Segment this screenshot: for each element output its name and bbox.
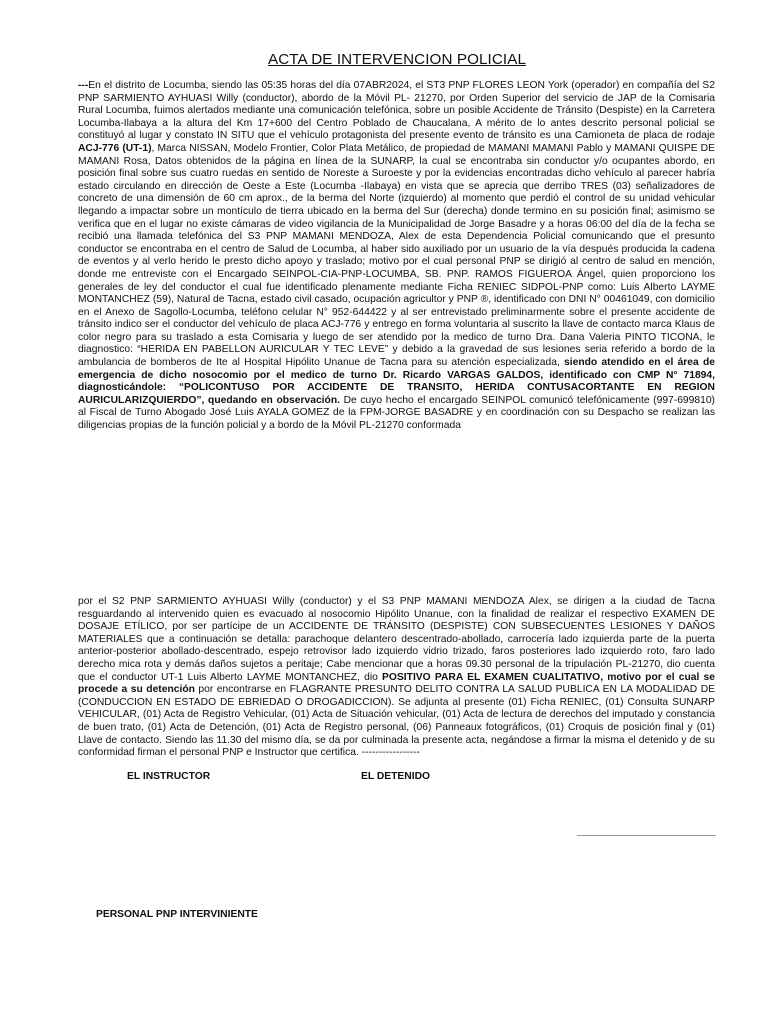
text-run: , Marca NISSAN, Modelo Frontier, Color Plata Metálico, de propiedad de MAMANI MAMANI Pablo y MAMANI QUISPE DE MAMANI Rosa, Datos obtenidos de la página en línea de la SUNARP, la cual se encontraba sin conductor y/o ocupantes abordo, en posición final sobre sus cuatro ruedas en sentido de Noreste a Suroeste y por la evidencias encontradas dicho vehículo al parecer habría estado circulando en dirección de Oeste a Este (Locumba -Ilabaya) en vista que se aprecia que derribo TRES (03) señalizadores de concreto de una dimensión de 60 cm aprox., de la berma del Norte (izquierdo) al momento que perdió el control de su unidad vehicular llegando a impactar sobre un montículo de tierra ubicado en la berma del Sur (derecha) donde termino en su posición final; asimismo se verifica que en el lugar no existe cámaras de video vigilancia de la Municipalidad de Jorge Basadre y a horas 06:00 del día de la fecha se recibió una llamada telefónica del S3 PNP MAMANI MENDOZA, Alex de esta Dependencia Policial comunicando que el presunto conductor se encontraba en el centro de Salud de Locumba, al haber sido auxiliado por un usuario de la vía después producida la cadena de eventos y al verlo herido le presto dicho apoyo y traslado; motivo por el cual personal PNP se dirigió al centro de salud en mención, donde me entreviste con el Encargado SEINPOL-CIA-PNP-LOCUMBA, SB. PNP. RAMOS FIGUEROA Ángel, quien proporciono los generales de ley del conductor el cual fue identificado plenamente mediante Ficha RENIEC SIDPOL-PNP como: Luis Alberto LAYME MONTANCHEZ (59), Natural de Tacna, estado civil casado, ocupación agricultor y PNP ®, identificado con DNI N° 00461049, con domicilio en el Anexo de Sagollo-Locumba, teléfono celular N° 952-644422 y al ser entrevistado preliminarmente sobre el presente accidente de tránsito indico ser el conductor del vehículo de placa ACJ-776 y entrego en forma voluntaria al suscrito la llave de contacto marca Klaus de color negro para su traslado a esta Comisaria y luego de ser atendido por la medico de turno Dra. Dana Valeria PINTO TICONA, le diagnostico: “HERIDA EN PABELLON AURICULAR Y TEC LEVE” y debido a la gravedad de sus lesiones seria referido a bordo de la ambulancia de bomberos de Ite al Hospital Hipólito Unanue de Tacna para su atención especializada, — [78, 142, 715, 369]
signature-label-detenido: EL DETENIDO — [361, 771, 431, 782]
text-run-bold: ACJ-776 (UT-1) — [78, 142, 152, 154]
body-paragraph-2 — [78, 596, 715, 760]
text-run: por el S2 PNP SARMIENTO AYHUASI Willy (conductor) y el S3 PNP MAMANI MENDOZA Alex, se dirigen a la ciudad de Tacna resguardando al intervenido quien es evacuado al nosocomio Hipólito Unanue, con la finalidad de realizar el respectivo EXAMEN DE DOSAJE ETÍLICO, por ser partícipe de un ACCIDENTE DE TRÁNSITO (DESPISTE) CON SUBSECUENTES LESIONES Y DAÑOS MATERIALES que a continuación se detalla: parachoque delantero descentrado-abollado, carrocería lado izquierda parte de la puerta anterior-posterior abollado-descentrado, espejo retrovisor lado izquierdo vidrio trizado, faros posteriores lado izquierdo roto, faro lado derecho mica rota y demás daños sujetos a peritaje; Cabe mencionar que a horas 09.30 personal de la tripulación PL-21270, dio cuenta que el conductor UT-1 Luis Alberto LAYME MONTANCHEZ, dio — [78, 596, 715, 683]
text-run: por encontrarse en FLAGRANTE PRESUNTO DELITO CONTRA LA SALUD PUBLICA EN LA MODALIDAD DE (CONDUCCION EN ESTADO DE EBRIEDAD O DROGADICCION). Se adjunta al presente (01) Ficha RENIEC, (01) Consulta SUNARP VEHICULAR, (01) Acta de Registro Vehicular, (01) Acta de Situación vehicular, (01) Acta de lectura de derechos del imputado y constancia de buen trato, (01) Acta de Detención, (01) Acta de Registro personal, (06) Panneaux fotográficos, (01) Croquis de posición final y (01) Llave de contacto. Siendo las 11.30 del mismo día, se da por culminada la presente acta, negándose a firmar la misma el detenido y de su conformidad firman el personal PNP e Instructor que certifica. ----------------- — [78, 684, 715, 759]
signature-label-personal: PERSONAL PNP INTERVINIENTE — [96, 909, 258, 920]
body-paragraph-1 — [78, 80, 715, 433]
text-run: En el distrito de Locumba, siendo las 05:35 horas del día 07ABR2024, el ST3 PNP FLORES LEON York (operador) en compañía del S2 PNP SARMIENTO AYHUASI Willy (conductor), abordo de la Móvil PL- 21270, por Orden Superior del servicio de JAP de la Comisaria Rural Locumba, fuimos alertados mediante una comunicación telefónica, sobre un posible Accidente de Tránsito (Despiste) en la Carretera Locumba-Ilabaya a la altura del Km 17+600 del Centro Poblado de Chaucalana, A mérito de lo antes descrito personal policial se constituyó al lugar y constato IN SITU que el vehículo protagonista del presente evento de tránsito es una Camioneta de placa de rodaje — [78, 80, 715, 142]
text-run-bold: POSITIVO PARA EL EXAMEN CUALITATIVO, motivo por el cual se procede a su detención — [78, 671, 715, 696]
text-run-bold: siendo atendido en el área de emergencia de dicho nosocomio por el medico de turno Dr. Ricardo VARGAS GALDOS, identificado con CMP N° 71894, diagnosticándole: “POLICONTUSO POR ACCIDENTE DE TRANSITO, HERIDA CONTUSACORTANTE EN REGION AURICULARIZQUIERDO”, quedando en observación. — [78, 357, 715, 406]
signature-label-instructor: EL INSTRUCTOR — [127, 771, 211, 782]
text-run: --- — [78, 80, 89, 91]
signature-line — [577, 835, 716, 836]
document-title: ACTA DE INTERVENCION POLICIAL — [267, 51, 527, 68]
text-run: De cuyo hecho el encargado SEINPOL comunicó telefónicamente (997-699810) al Fiscal de Turno Abogado José Luis AYALA GOMEZ de la FPM-JORGE BASADRE y en coordinación con su Despacho se realizan las diligencias propias de la función policial y a bordo de la Móvil PL-21270 conformada — [78, 394, 715, 432]
